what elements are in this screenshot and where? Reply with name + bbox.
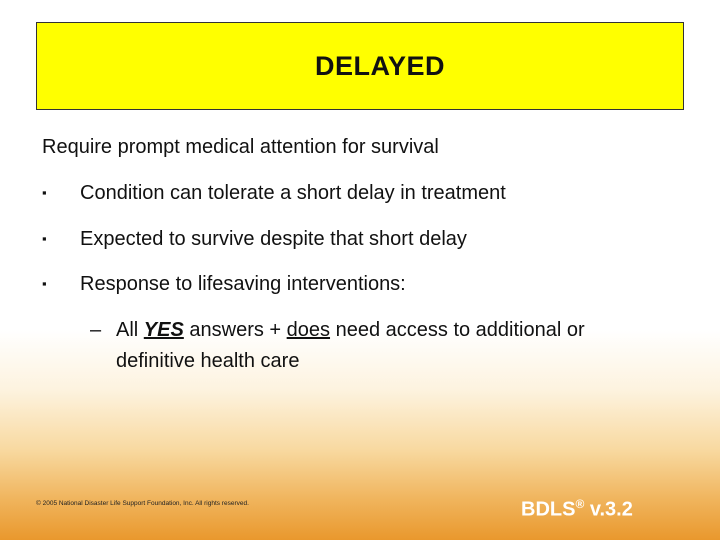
sub-text-part: need access to additional or definitive health care: [116, 319, 585, 372]
sub-text-part: All: [116, 319, 144, 341]
square-bullet-icon: ▪: [42, 185, 47, 200]
sub-text-part: answers +: [183, 319, 287, 341]
emphasis-yes: YES: [143, 319, 184, 341]
bullet-text: Expected to survive despite that short delay: [80, 228, 467, 250]
title-banner: [36, 22, 684, 110]
brand-name: BDLS: [521, 498, 576, 521]
emphasis-does: does: [286, 319, 331, 341]
copyright-notice: © 2005 National Disaster Life Support Foundation, Inc. All rights reserved.: [36, 500, 249, 507]
bullet-text: Response to lifesaving interventions:: [80, 273, 406, 295]
bullet-text: Condition can tolerate a short delay in treatment: [80, 182, 506, 204]
sub-bullet-text: [116, 315, 636, 377]
slide-title: DELAYED: [314, 50, 446, 81]
square-bullet-icon: ▪: [42, 231, 47, 246]
version-label: v.3.2: [584, 498, 633, 521]
registered-mark: ®: [575, 497, 585, 511]
brand-version: [521, 497, 633, 522]
dash-bullet-icon: –: [90, 319, 102, 341]
lead-text: Require prompt medical attention for survival: [42, 136, 439, 158]
square-bullet-icon: ▪: [42, 276, 47, 291]
